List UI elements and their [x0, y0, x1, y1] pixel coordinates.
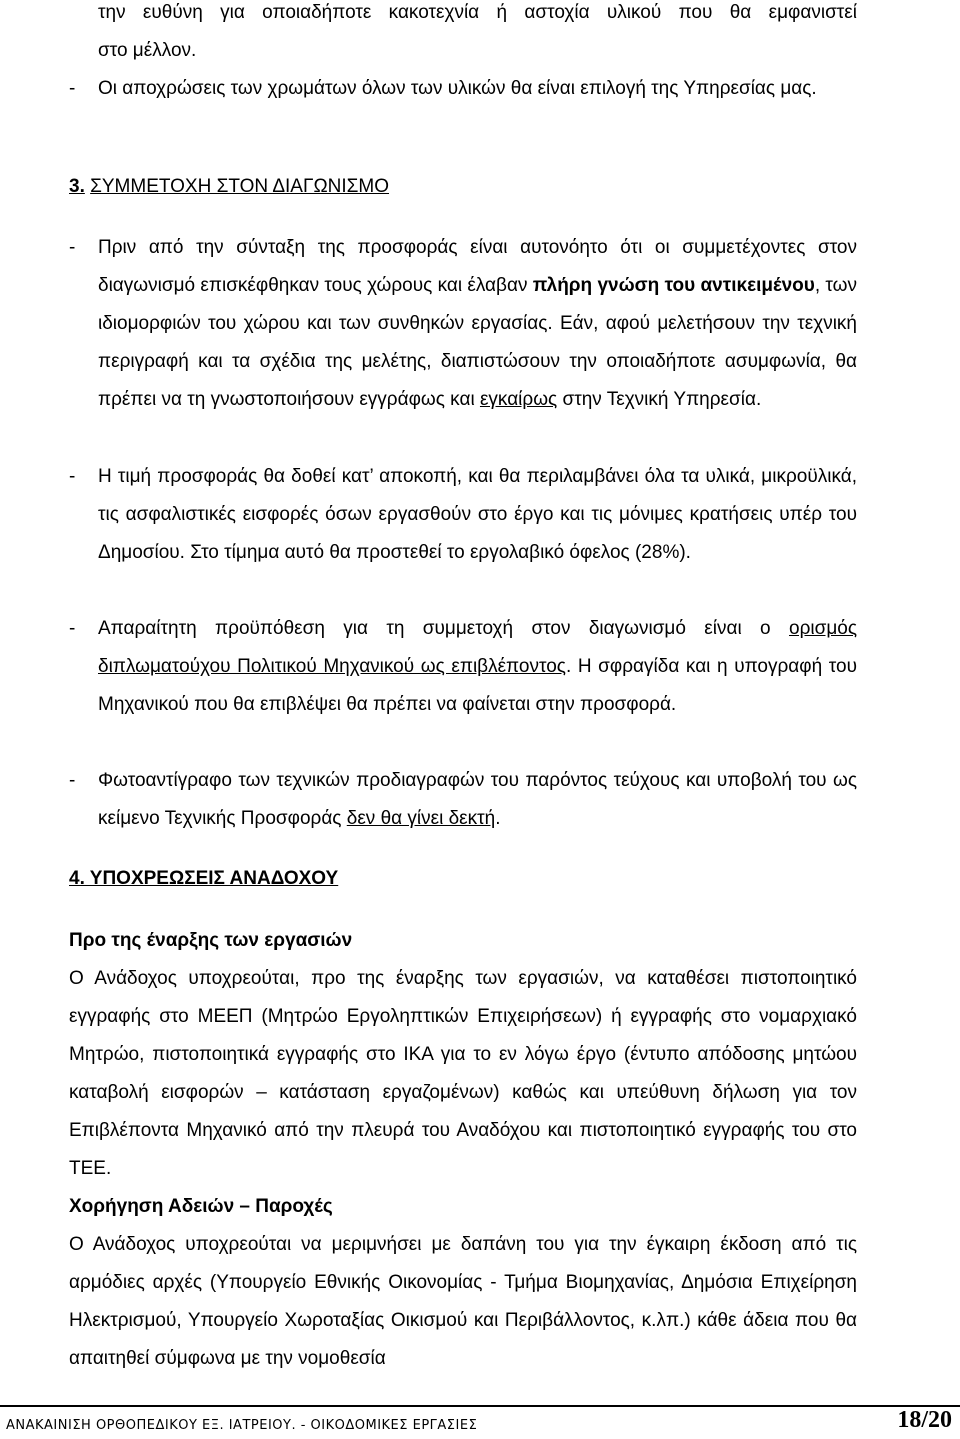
text-run: Φωτοαντίγραφο των τεχνικών προδιαγραφών του παρόντος τεύχους και υποβολή του ως κείμενο Τεχνικής Προσφοράς — [98, 770, 857, 829]
bold-run: πλήρη γνώση του αντικειμένου — [532, 275, 815, 296]
text-run: . — [495, 808, 501, 829]
page-number: 18/20 — [897, 1407, 952, 1433]
paragraph-before-start: Ο Ανάδοχος υποχρεούται, προ της έναρξης των εργασιών, να καταθέσει πιστοποιητικό εγγραφής στο ΜΕΕΠ (Μητρώο Εργοληπτικών Επιχειρήσεων) ή εγγραφής στο νομαρχιακό Μητρώο, πιστοποιητικά εγγραφής στο ΙΚΑ για το εν λόγω έργο (έντυπο απόδοσης μητώου καταβολή εισφορών – κατάσταση εργαζομένων) καθώς και υπεύθυνη δήλωση για τον Επιβλέποντα Μηχανικό από την πλευρά του Αναδόχου και πιστοποιητικό εγγραφής του στο ΤΕΕ. — [69, 968, 857, 1179]
bullet-engineer-text — [98, 610, 857, 724]
footer-title: ΑΝΑΚΑΙΝΙΣΗ ΟΡΘΟΠΕΔΙΚΟΥ ΕΞ. ΙΑΤΡΕΙΟΥ. - ΟΙΚΟΔΟΜΙΚΕΣ ΕΡΓΑΣΙΕΣ — [6, 1418, 478, 1433]
subheading-permits: Χορήγηση Αδειών – Παροχές — [69, 1196, 333, 1217]
paragraph-permits: Ο Ανάδοχος υποχρεούται να μεριμνήσει με δαπάνη του για την έγκαιρη έκδοση από τις αρμόδιες αρχές (Υπουργείο Εθνικής Οικονομίας - Τμήμα Βιομηχανίας, Δημόσια Επιχείρηση Ηλεκτρισμού, Υπουργείο Χωροταξίας Οικισμού και Περιβάλλοντος, κ.λπ.) κάθε άδεια που θα απαιτηθεί σύμφωνα με την νομοθεσία — [69, 1234, 857, 1369]
bullet-price-text: Η τιμή προσφοράς θα δοθεί κατ’ αποκοπή, και θα περιλαμβάνει όλα τα υλικά, μικροϋλικά, τις ασφαλιστικές εισφορές όσων εργασθούν στο έργο και τις μόνιμες κρατήσεις υπέρ του Δημοσίου. Στο τίμημα αυτό θα προστεθεί το εργολαβικό όφελος (28%). — [98, 466, 857, 563]
bullet-dash: - — [69, 78, 76, 99]
continuation-line-2: στο μέλλον. — [98, 40, 197, 61]
bullet-colors — [69, 70, 857, 108]
section-3-title: ΣΥΜΜΕΤΟΧΗ ΣΤΟΝ ΔΙΑΓΩΝΙΣΜΟ — [90, 176, 390, 197]
text-run: Απαραίτητη προϋπόθεση για τη συμμετοχή στον διαγωνισμό είναι ο — [98, 618, 789, 639]
underlined-run: δεν θα γίνει δεκτή — [346, 808, 496, 829]
bullet-dash: - — [69, 466, 76, 487]
bullet-photocopy — [69, 762, 857, 838]
section-3-heading — [69, 168, 389, 206]
continuation-line-1: την ευθύνη για οποιαδήποτε κακοτεχνία ή αστοχία υλικού που θα εμφανιστεί — [98, 2, 857, 23]
footer-divider — [0, 1405, 960, 1407]
text-run: . Η σφραγίδα και η υπογραφή του Μηχανικού που θα επιβλέψει θα πρέπει να φαίνεται στην προσφορά. — [98, 656, 857, 715]
bullet-dash: - — [69, 770, 76, 791]
bullet-colors-text: Οι αποχρώσεις των χρωμάτων όλων των υλικών θα είναι επιλογή της Υπηρεσίας μας. — [98, 78, 817, 99]
bullet-dash: - — [69, 237, 76, 258]
text-run: , των ιδιομορφιών του χώρου και των συνθηκών εργασίας. Εάν, αφού μελετήσουν την τεχνική περιγραφή και τα σχέδια της μελέτης, διαπιστώσουν την οποιαδήποτε ασυμφωνία, θα πρέπει να τη γνωστοποιήσουν εγγράφως και — [98, 275, 857, 410]
bullet-price — [69, 458, 857, 572]
subheading-before-start: Προ της έναρξης των εργασιών — [69, 930, 353, 951]
section-3-number: 3. — [69, 176, 85, 197]
bullet-site-visit-text — [98, 229, 857, 419]
bullet-dash: - — [69, 618, 76, 639]
bullet-photocopy-text — [98, 762, 857, 838]
bullet-site-visit — [69, 229, 857, 419]
text-run: Πριν από την σύνταξη της προσφοράς είναι αυτονόητο ότι οι συμμετέχοντες στον διαγωνισμό επισκέφθηκαν τους χώρους και έλαβαν — [98, 237, 857, 296]
bullet-engineer — [69, 610, 857, 724]
text-run: στην Τεχνική Υπηρεσία. — [557, 389, 762, 410]
section-4-heading: 4. ΥΠΟΧΡΕΩΣΕΙΣ ΑΝΑΔΟΧΟΥ — [69, 868, 339, 889]
underlined-run: ορισμός διπλωματούχου Πολιτικού Μηχανικού ως επιβλέποντος — [98, 618, 857, 677]
underlined-run: εγκαίρως — [479, 389, 558, 410]
